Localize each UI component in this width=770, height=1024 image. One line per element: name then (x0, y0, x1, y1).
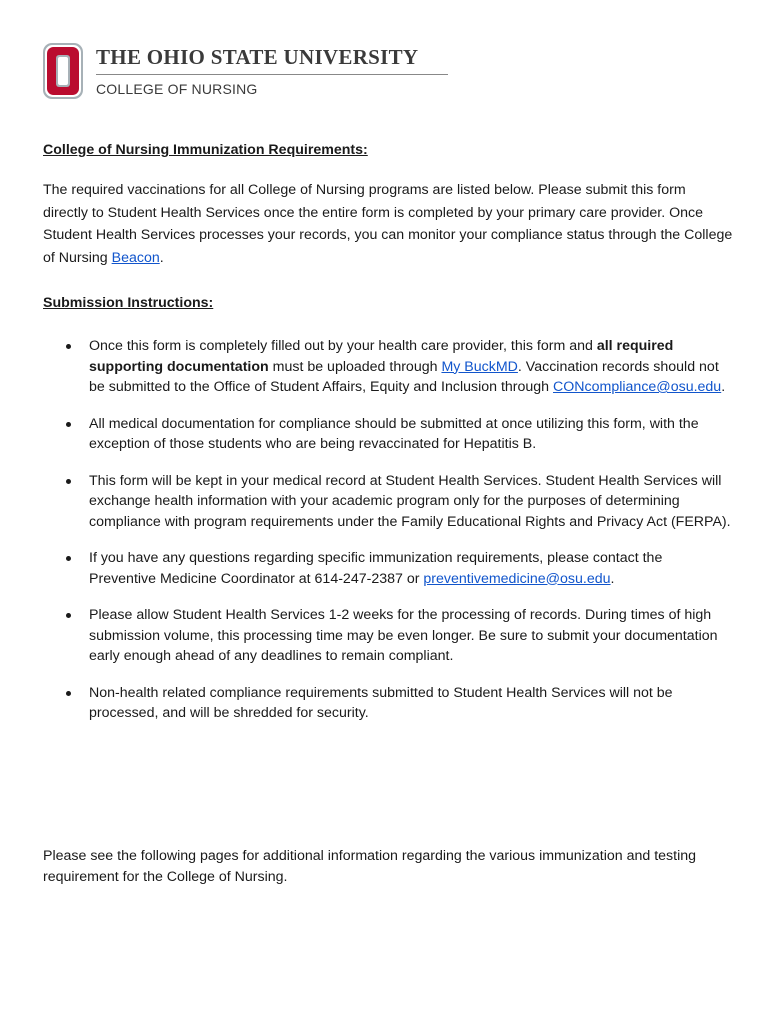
requirements-heading: College of Nursing Immunization Requirements: (43, 142, 368, 158)
bullet-icon (66, 691, 71, 696)
bullet-icon (66, 556, 71, 561)
header-divider (96, 74, 448, 75)
required-docs-bold: all required supporting documentation (89, 338, 674, 375)
intro-text: The required vaccinations for all College of Nursing programs are listed below. Please submit this form directly to Student Health Services once the entire form is completed by your primary care provider. Once Student Health Services processes your records, you can monitor your compliance status through the College of Nursing (43, 182, 733, 266)
bullet-icon (66, 479, 71, 484)
list-item: This form will be kept in your medical record at Student Health Services. Student Health Services will exchange health information with your academic program only for the purposes of determining compliance with program requirements under the Family Educational Rights and Privacy Act (FERPA). (43, 471, 733, 533)
preventive-medicine-email-link[interactable]: preventivemedicine@osu.edu (423, 570, 611, 587)
college-name: COLLEGE OF NURSING (96, 81, 258, 97)
block-o-logo-icon (42, 42, 84, 100)
intro-paragraph (43, 179, 733, 269)
university-header (42, 42, 419, 102)
beacon-link[interactable]: Beacon (111, 249, 160, 266)
list-item: All medical documentation for compliance should be submitted at once utilizing this form, with the exception of those students who are being revaccinated for Hepatitis B. (43, 414, 733, 455)
closing-paragraph: Please see the following pages for additional information regarding the various immunization and testing requirement for the College of Nursing. (43, 848, 697, 885)
bullet-icon (66, 344, 71, 349)
my-buckmd-link[interactable]: My BuckMD (441, 358, 518, 375)
list-item: Please allow Student Health Services 1-2 weeks for the processing of records. During times of high submission volume, this processing time may be even longer. Be sure to submit your documentation early enough ahead of any deadlines to remain compliant. (43, 605, 733, 667)
list-item: If you have any questions regarding specific immunization requirements, please contact the Preventive Medicine Coordinator at 614-247-2387 or preventivemedicine@osu.edu. (43, 548, 733, 589)
bullet-icon (66, 613, 71, 618)
list-item: Non-health related compliance requirements submitted to Student Health Services will not be processed, and will be shredded for security. (43, 683, 733, 724)
submission-instructions-heading: Submission Instructions: (43, 295, 214, 311)
instructions-list (43, 336, 733, 724)
bullet-icon (66, 422, 71, 427)
list-item: Once this form is completely filled out by your health care provider, this form and all required supporting documentation must be uploaded through My BuckMD. Vaccination records should not be submitted to the Office of Student Affairs, Equity and Inclusion through CONcompliance@osu.edu. (43, 336, 733, 398)
university-name: THE OHIO STATE UNIVERSITY (96, 45, 419, 69)
concompliance-email-link[interactable]: CONcompliance@osu.edu (553, 379, 722, 395)
intro-end: . (159, 249, 164, 266)
